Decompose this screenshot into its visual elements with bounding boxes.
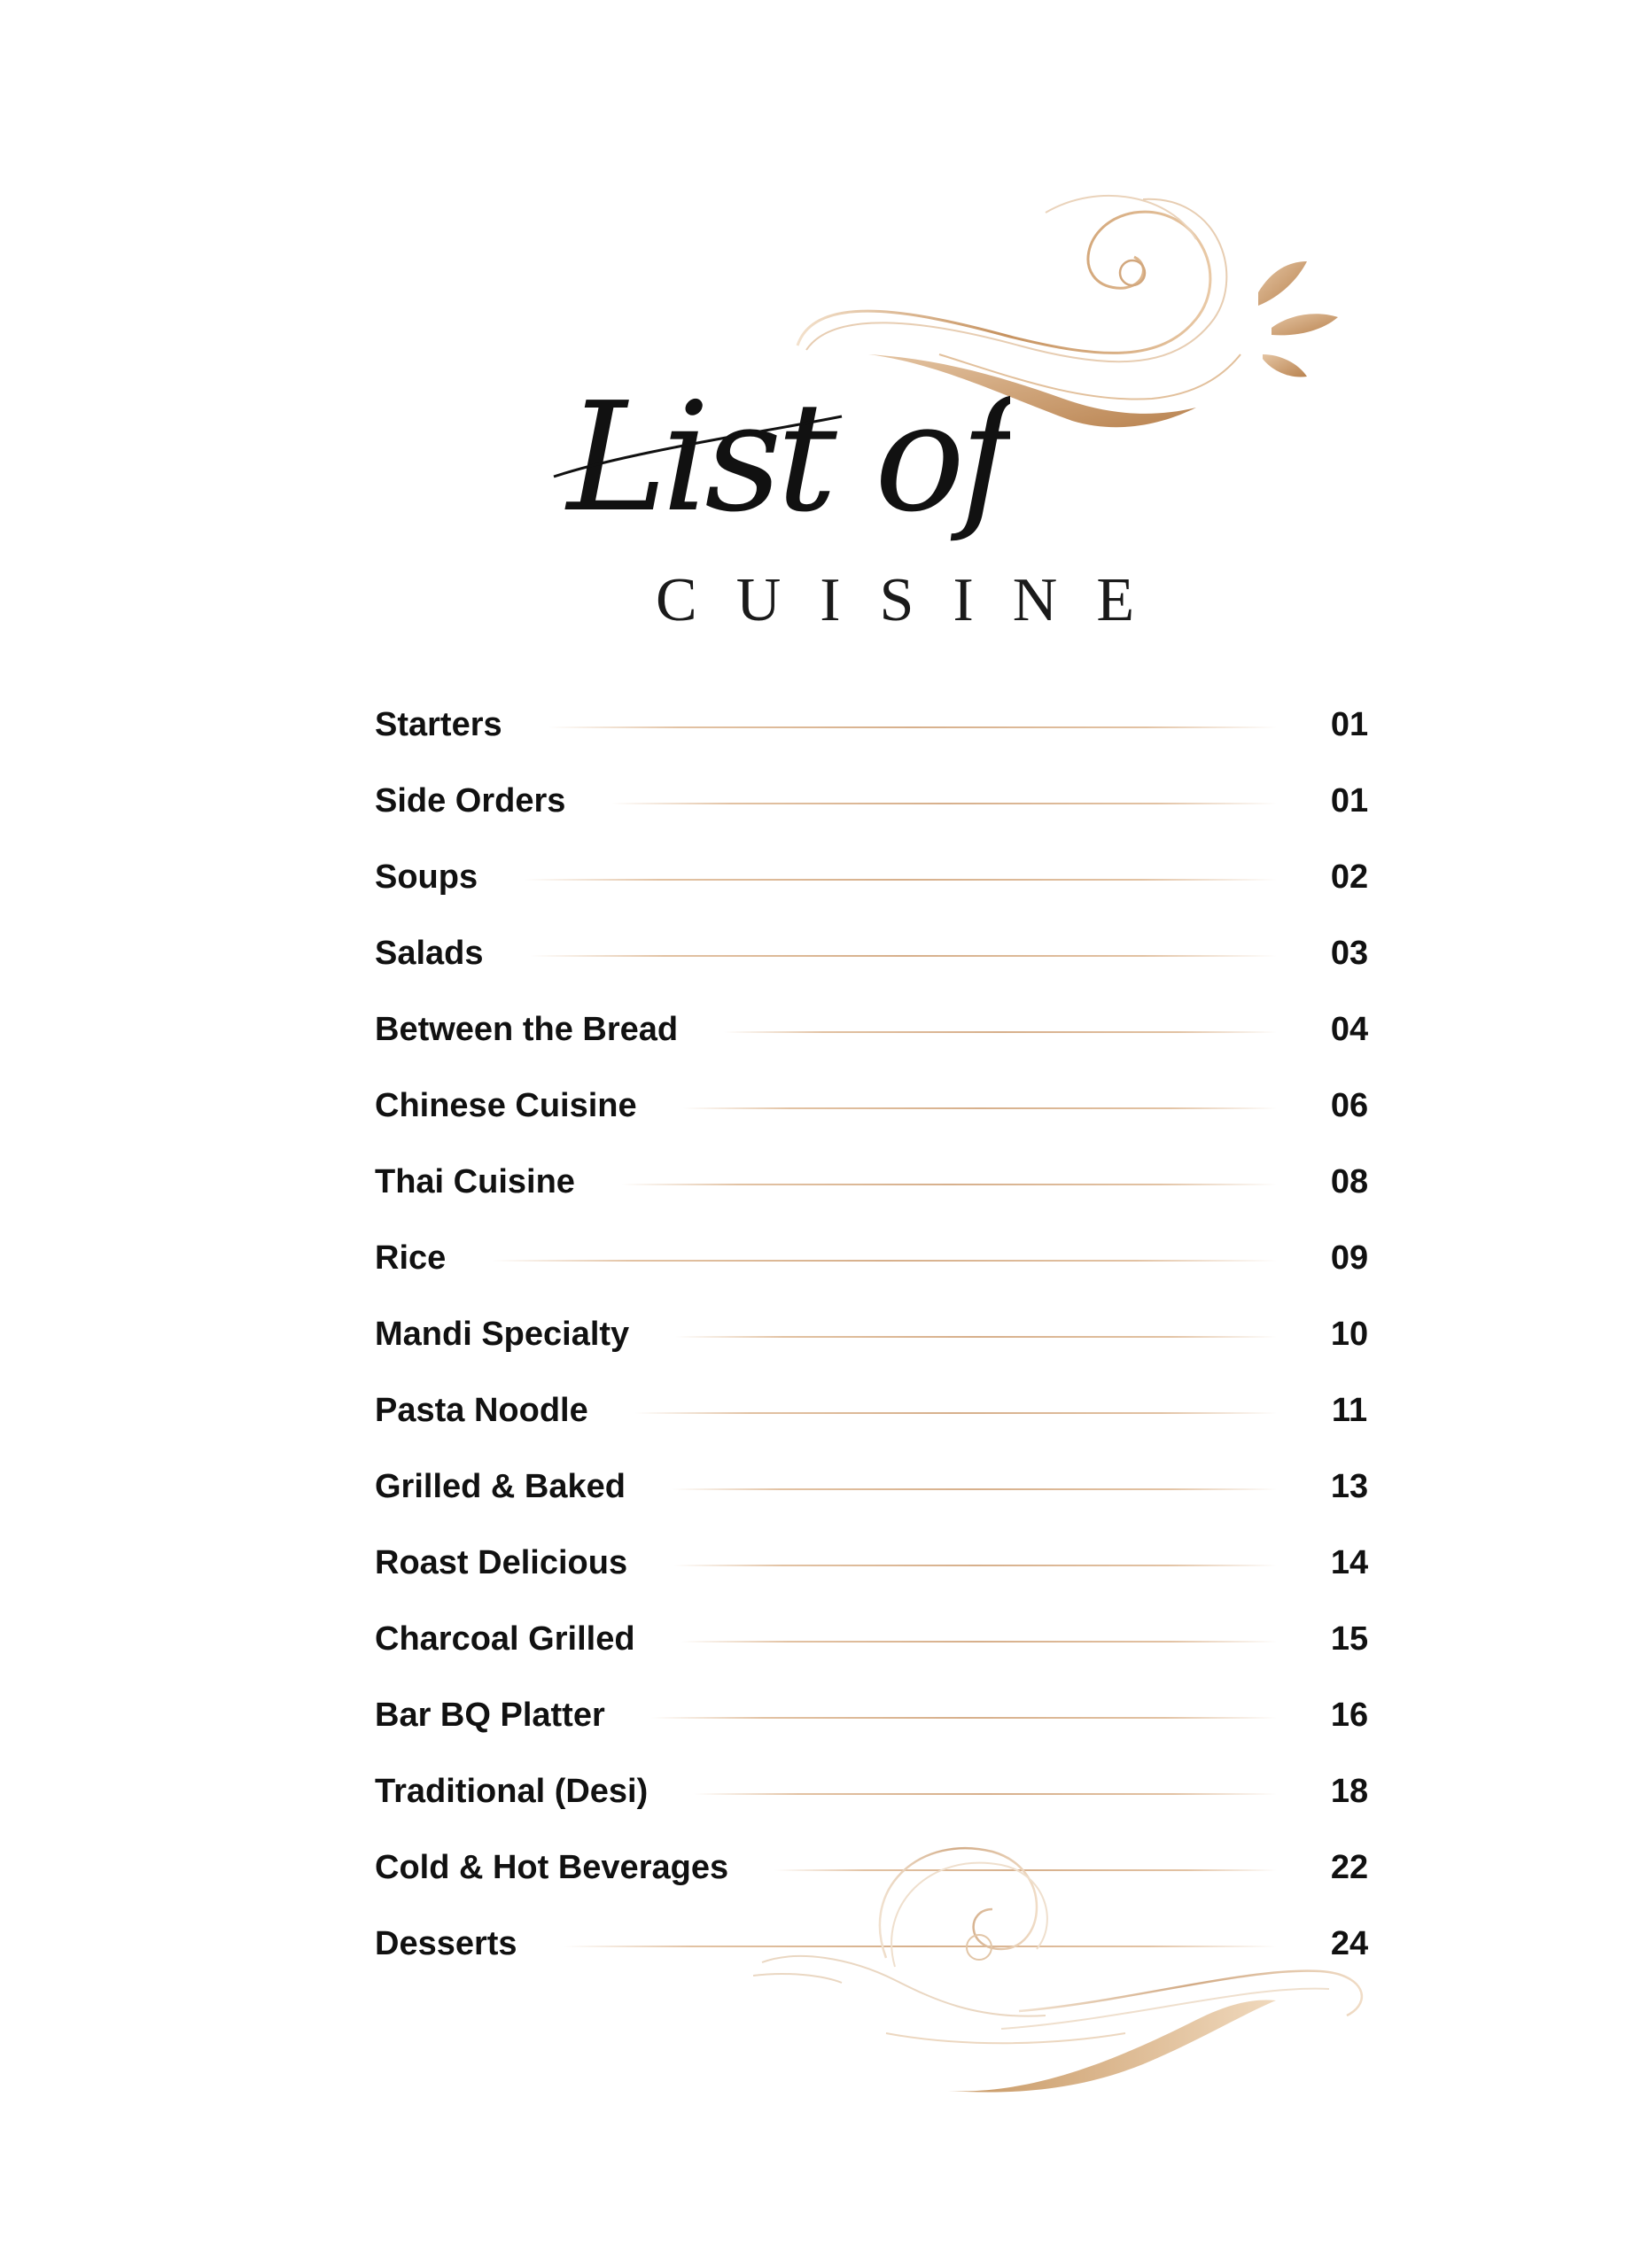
leader-line <box>611 803 1277 804</box>
list-item-page-number: 02 <box>1330 858 1369 896</box>
leader-line <box>524 879 1277 881</box>
cuisine-list <box>375 687 1376 1982</box>
list-item-page-number: 01 <box>1330 781 1369 819</box>
list-item-label: Chinese Cuisine <box>375 1086 637 1124</box>
script-title <box>549 328 1010 594</box>
list-item <box>375 1525 1376 1601</box>
list-item-label: Traditional (Desi) <box>375 1772 649 1810</box>
list-item-label: Salads <box>375 934 484 972</box>
leader-line <box>694 1793 1277 1795</box>
list-item-page-number: 06 <box>1330 1086 1369 1124</box>
list-item-page-number: 09 <box>1330 1239 1369 1277</box>
list-item-page-number: 01 <box>1330 705 1369 743</box>
list-item <box>375 1677 1376 1753</box>
leader-line <box>621 1184 1277 1185</box>
list-item-page-number: 10 <box>1330 1315 1369 1353</box>
list-item <box>375 1372 1376 1449</box>
leader-line <box>530 955 1277 957</box>
list-item-label: Bar BQ Platter <box>375 1696 605 1734</box>
leader-line <box>673 1565 1277 1566</box>
script-title-text: List of <box>567 370 1010 546</box>
bottom-flourish-ornament <box>753 1825 1409 2109</box>
leader-line <box>492 1260 1277 1262</box>
list-item-label: Charcoal Grilled <box>375 1619 635 1658</box>
list-item-page-number: 11 <box>1331 1391 1368 1429</box>
list-item-label: Roast Delicious <box>375 1543 628 1581</box>
leader-line <box>548 726 1277 728</box>
list-item-page-number: 13 <box>1330 1467 1369 1505</box>
list-item <box>375 1144 1376 1220</box>
cuisine-subtitle: CUISINE <box>656 566 1174 634</box>
list-item <box>375 991 1376 1068</box>
list-item <box>375 1220 1376 1296</box>
list-item-label: Cold & Hot Beverages <box>375 1848 729 1886</box>
leader-line <box>651 1717 1277 1719</box>
list-item <box>375 1753 1376 1829</box>
list-item-label: Thai Cuisine <box>375 1162 575 1200</box>
list-item <box>375 1068 1376 1144</box>
leader-line <box>634 1412 1277 1414</box>
leader-line <box>672 1488 1277 1490</box>
list-item-label: Between the Bread <box>375 1010 679 1048</box>
list-item-page-number: 16 <box>1330 1696 1369 1734</box>
list-item <box>375 1601 1376 1677</box>
list-item-page-number: 18 <box>1330 1772 1369 1810</box>
list-item-label: Side Orders <box>375 781 566 819</box>
list-item <box>375 687 1376 763</box>
list-item <box>375 915 1376 991</box>
list-item-label: Mandi Specialty <box>375 1315 630 1353</box>
list-item-label: Pasta Noodle <box>375 1391 588 1429</box>
list-item-page-number: 22 <box>1330 1848 1369 1886</box>
list-item-label: Rice <box>375 1239 447 1277</box>
list-item-page-number: 15 <box>1330 1619 1369 1658</box>
leader-line <box>681 1641 1277 1643</box>
list-item <box>375 763 1376 839</box>
leader-line <box>724 1031 1277 1033</box>
leader-line <box>675 1336 1277 1338</box>
list-item-label: Soups <box>375 858 478 896</box>
list-item-label: Desserts <box>375 1924 517 1962</box>
list-item-page-number: 24 <box>1330 1924 1369 1962</box>
list-item-page-number: 14 <box>1330 1543 1369 1581</box>
list-item-page-number: 03 <box>1330 934 1369 972</box>
list-item-label: Grilled & Baked <box>375 1467 626 1505</box>
list-item-label: Starters <box>375 705 502 743</box>
list-item-page-number: 04 <box>1330 1010 1369 1048</box>
list-item-page-number: 08 <box>1330 1162 1369 1200</box>
list-item <box>375 1296 1376 1372</box>
list-item <box>375 1449 1376 1525</box>
list-item <box>375 839 1376 915</box>
leader-line <box>683 1107 1277 1109</box>
